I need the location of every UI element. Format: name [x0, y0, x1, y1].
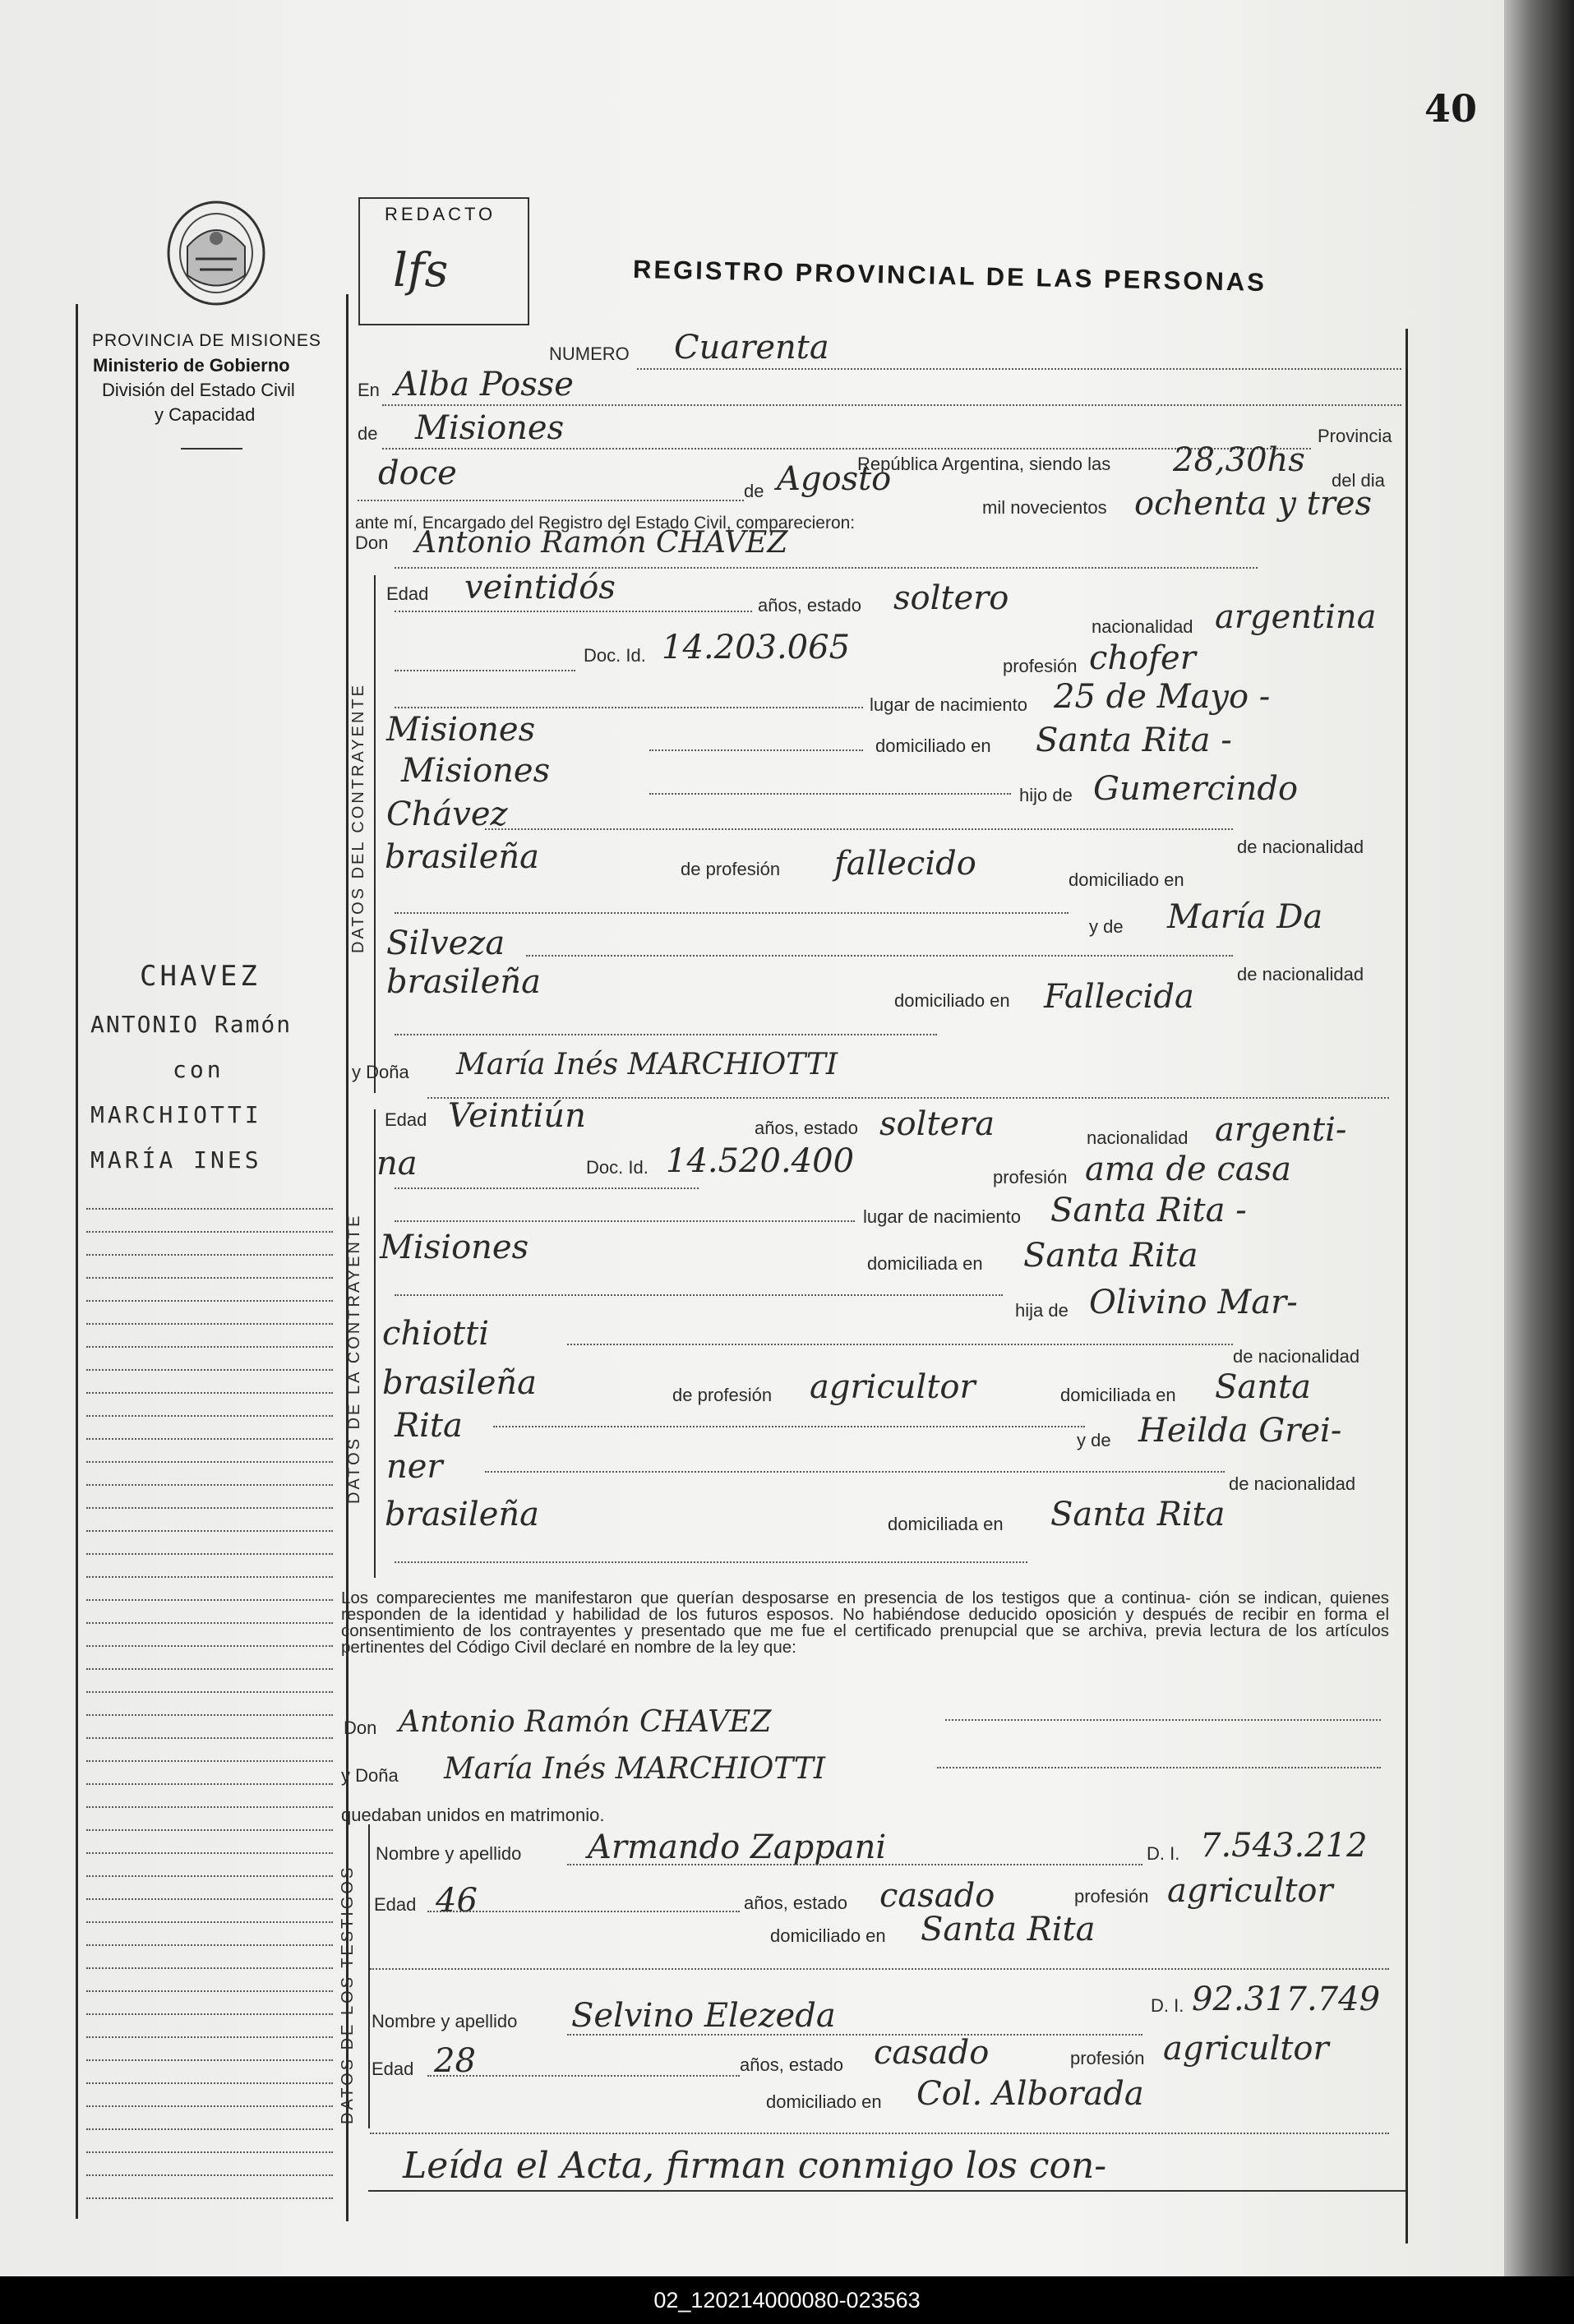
margin-rule-line: [86, 2059, 333, 2061]
f-domicilio-value: Santa Rita: [1023, 1237, 1198, 1275]
margin-rule-line: [86, 1208, 333, 1210]
margin-rule-line: [86, 1806, 333, 1808]
f-padre-dom-label: domiciliada en: [1060, 1385, 1176, 1405]
dona-label: y Doña: [352, 1062, 409, 1082]
margin-rule-line: [86, 1300, 333, 1302]
contrayente-f-section-label: DATOS DE LA CONTRAYENTE: [345, 1213, 363, 1504]
contrayente-f-name: María Inés MARCHIOTTI: [456, 1048, 838, 1081]
margin-rule-line: [86, 1852, 333, 1854]
t2-profesion-value: agricultor: [1163, 2030, 1329, 2068]
f-hija-label: hija de: [1015, 1300, 1069, 1321]
provincial-seal-icon: [163, 197, 270, 312]
capacity-name: y Capacidad: [155, 404, 256, 425]
f-padre-dom2-value: Rita: [395, 1407, 463, 1445]
domicilio-value: Santa Rita -: [1036, 722, 1232, 759]
de-value: Misiones: [415, 409, 565, 447]
f-padre2-value: chiotti: [382, 1315, 489, 1353]
closing-text: Leída el Acta, firman conmigo los con-: [403, 2145, 1107, 2187]
dia-value: doce: [378, 454, 457, 492]
anios-estado-label: años, estado: [758, 595, 861, 616]
unidos-text: quedaban unidos en matrimonio.: [341, 1805, 605, 1825]
padre-prof-value: fallecido: [834, 845, 976, 883]
contrayente-name: Antonio Ramón CHAVEZ: [415, 526, 788, 560]
decl-don-label: Don: [344, 1718, 377, 1738]
testigos-section-label: DATOS DE LOS TESTIGOS: [339, 1865, 357, 2124]
margin-rule-line: [86, 1921, 333, 1923]
margin-rule-line: [86, 1668, 333, 1670]
estado-value: soltero: [893, 579, 1009, 617]
margin-rule-line: [86, 1323, 333, 1325]
doc-value: 14.203.065: [662, 629, 851, 666]
f-lugar2-value: Misiones: [380, 1229, 529, 1266]
ministry-name: Ministerio de Gobierno: [93, 355, 290, 376]
division-name: División del Estado Civil: [102, 380, 295, 400]
t2-nombre-value: Selvino Elezeda: [571, 1997, 836, 2035]
province-name: PROVINCIA DE MISIONES: [92, 331, 321, 350]
t1-edad-label: Edad: [374, 1894, 417, 1915]
domicilio2-value: Misiones: [401, 752, 551, 790]
margin-rule-line: [86, 1553, 333, 1555]
register-title: REGISTRO PROVINCIAL DE LAS PERSONAS: [632, 254, 1267, 297]
don-label: Don: [355, 533, 389, 553]
margin-rule-line: [86, 2197, 333, 2199]
mil-label: mil novecientos: [982, 497, 1107, 518]
margin-rule-line: [86, 1277, 333, 1279]
margin-rule-line: [86, 1231, 333, 1233]
t2-dom-label: domiciliado en: [766, 2091, 882, 2112]
madre-dom-label: domiciliado en: [894, 990, 1010, 1011]
f-de-profesion-label: de profesión: [672, 1385, 773, 1405]
margin-rule-line: [86, 1438, 333, 1440]
padre-nac-value: brasileña: [385, 838, 539, 876]
republica-label: República Argentina, siendo las: [857, 454, 1111, 474]
t1-profesion-value: agricultor: [1167, 1872, 1333, 1910]
margin-rule-line: [86, 2174, 333, 2176]
f-nacionalidad-label: nacionalidad: [1087, 1127, 1189, 1148]
de-label: de: [358, 423, 378, 444]
f-doc-label: Doc. Id.: [586, 1157, 649, 1178]
redacto-label: REDACTO: [385, 204, 496, 224]
margin-rule-line: [86, 2082, 333, 2084]
margin-rule-line: [86, 1783, 333, 1785]
madre2-value: Silveza: [386, 925, 505, 962]
madre-value: María Da: [1167, 898, 1323, 936]
margin-rule-line: [86, 1530, 333, 1532]
hora-value: 28,30hs: [1173, 441, 1305, 479]
padre-dom-label: domiciliado en: [1069, 869, 1184, 890]
f-anios-estado-label: años, estado: [755, 1118, 858, 1138]
f-madre-dom-label: domiciliada en: [888, 1514, 1004, 1534]
f-madre-nac-value: brasileña: [385, 1496, 539, 1533]
margin-rule-line: [86, 1254, 333, 1256]
f-edad-value: Veintiún: [448, 1097, 586, 1135]
f-nacionalidad-value: argenti-: [1215, 1111, 1347, 1149]
de-nacionalidad-label: de nacionalidad: [1237, 837, 1364, 857]
lugar-value: 25 de Mayo -: [1054, 678, 1271, 716]
numero-label: NUMERO: [549, 344, 630, 364]
f-de-nacionalidad-label: de nacionalidad: [1233, 1346, 1360, 1367]
f-y-de-label: y de: [1077, 1430, 1111, 1450]
margin-rule-line: [86, 1507, 333, 1509]
t2-estado-value: casado: [874, 2034, 990, 2072]
f-nacionalidad2-value: na: [376, 1145, 418, 1183]
profesion-label: profesión: [1003, 656, 1078, 676]
anio-value: ochenta y tres: [1134, 485, 1373, 523]
t2-estado-label: años, estado: [740, 2054, 843, 2075]
f-madre-de-nacionalidad-label: de nacionalidad: [1229, 1473, 1356, 1494]
margin-rule-line: [86, 1944, 333, 1946]
decl-dona-label: y Doña: [341, 1765, 399, 1786]
margin-rule-line: [86, 2151, 333, 2153]
nacionalidad-value: argentina: [1215, 598, 1377, 636]
padre-value: Gumercindo: [1093, 770, 1299, 808]
f-padre-nac-value: brasileña: [382, 1364, 537, 1402]
margin-rule-line: [86, 1392, 333, 1394]
margin-note-given: ANTONIO Ramón: [90, 1011, 293, 1038]
f-padre-dom-value: Santa: [1215, 1368, 1311, 1406]
t1-edad-value: 46: [436, 1882, 478, 1920]
margin-rule-line: [86, 1599, 333, 1601]
declaration-paragraph: Los comparecientes me manifestaron que querían desposarse en presencia de los testigos que a continua- ción se indican, quienes responden de la identidad y habilidad de los futuros esposos. No habiéndose deducido oposición y después de recibir en forma el consentimiento de los contrayentes y presentado que me fue el certificado prenupcial que se archiva, previa lectura de los artículos pertinentes del Código Civil declaré en nombre de la ley que:: [341, 1589, 1389, 1657]
t1-estado-value: casado: [879, 1877, 995, 1915]
margin-rule-line: [86, 1415, 333, 1417]
f-madre-dom-value: Santa Rita: [1050, 1496, 1226, 1533]
t2-edad-label: Edad: [372, 2059, 414, 2079]
margin-rule-line: [86, 1369, 333, 1371]
doc-label: Doc. Id.: [584, 645, 646, 666]
margin-rule-line: [86, 1461, 333, 1463]
contrayente-section-label: DATOS DEL CONTRAYENTE: [349, 683, 367, 953]
margin-rule-line: [86, 1760, 333, 1762]
margin-rule-line: [86, 1484, 333, 1486]
margin-rule-line: [86, 2013, 333, 2015]
t1-profesion-label: profesión: [1074, 1886, 1149, 1907]
del-dia-label: del dia: [1332, 470, 1385, 491]
decl-dona-value: María Inés MARCHIOTTI: [444, 1752, 826, 1786]
en-label: En: [358, 380, 380, 400]
t1-nombre-value: Armando Zappani: [588, 1828, 887, 1866]
margin-rule-line: [86, 1990, 333, 1992]
de2-label: de: [744, 481, 764, 501]
margin-rule-line: [86, 1967, 333, 1969]
t1-estado-label: años, estado: [744, 1893, 847, 1913]
ante-label: ante mí, Encargado del Registro del Estado Civil, comparecieron:: [355, 514, 856, 533]
t2-dom-value: Col. Alborada: [916, 2075, 1144, 2113]
t1-di-value: 7.543.212: [1200, 1827, 1368, 1865]
margin-rule-line: [86, 1576, 333, 1578]
t1-di-label: D. I.: [1147, 1843, 1180, 1864]
madre-nac-value: brasileña: [386, 963, 541, 1001]
margin-rule-line: [86, 2036, 333, 2038]
f-padre-value: Olivino Mar-: [1089, 1284, 1298, 1321]
margin-rule-line: [86, 1714, 333, 1716]
f-lugar-value: Santa Rita -: [1050, 1192, 1247, 1229]
y-de-label: y de: [1089, 916, 1124, 937]
f-madre-value: Heilda Grei-: [1138, 1412, 1342, 1450]
f-domiciliada-label: domiciliada en: [867, 1253, 983, 1274]
provincia-label: Provincia: [1318, 426, 1392, 446]
lugar2-value: Misiones: [386, 711, 536, 749]
redacto-box: [358, 197, 529, 325]
numero-value: Cuarenta: [674, 329, 829, 367]
margin-note-given2: MARÍA INES: [90, 1146, 262, 1174]
madre-dom-value: Fallecida: [1044, 978, 1194, 1016]
f-edad-label: Edad: [385, 1109, 427, 1130]
f-doc-value: 14.520.400: [666, 1142, 855, 1180]
t2-profesion-label: profesión: [1070, 2048, 1145, 2068]
padre2-value: Chávez: [386, 795, 508, 833]
hijo-label: hijo de: [1019, 785, 1073, 805]
f-padre-prof-value: agricultor: [810, 1368, 976, 1406]
t1-dom-value: Santa Rita: [921, 1911, 1096, 1948]
de-profesion-label: de profesión: [681, 859, 781, 879]
t1-dom-label: domiciliado en: [770, 1925, 886, 1946]
en-value: Alba Posse: [395, 366, 574, 403]
margin-rule-line: [86, 2105, 333, 2107]
edad-value: veintidós: [464, 569, 616, 606]
profesion-value: chofer: [1089, 639, 1196, 677]
t2-nombre-label: Nombre y apellido: [372, 2011, 518, 2031]
mes-value: Agosto: [777, 460, 892, 498]
margin-note-surname2: MARCHIOTTI: [90, 1101, 262, 1128]
f-lugar-label: lugar de nacimiento: [863, 1206, 1022, 1227]
margin-rule-line: [86, 1875, 333, 1877]
margin-rule-line: [86, 1645, 333, 1647]
t2-di-value: 92.317.749: [1192, 1980, 1381, 2018]
margin-rule-line: [86, 2128, 333, 2130]
margin-rule-line: [86, 1691, 333, 1693]
margin-note-con: con: [173, 1056, 224, 1083]
redacto-initials: lfs: [393, 244, 449, 297]
margin-rule-line: [86, 1622, 333, 1624]
image-id-footer: 02_120214000080-023563: [0, 2276, 1574, 2324]
f-madre2-value: ner: [386, 1448, 443, 1486]
margin-note-surname: CHAVEZ: [140, 960, 261, 993]
t2-di-label: D. I.: [1151, 1995, 1184, 2016]
margin-rule-line: [86, 1829, 333, 1831]
edad-label: Edad: [386, 583, 429, 604]
margin-rule-line: [86, 1346, 333, 1348]
book-spine: [1504, 0, 1574, 2276]
margin-rule-line: [86, 1737, 333, 1739]
nacionalidad-label: nacionalidad: [1092, 616, 1193, 637]
page-number: 40: [1424, 86, 1478, 131]
lugar-label: lugar de nacimiento: [870, 694, 1028, 715]
margin-rule-line: [86, 1898, 333, 1900]
f-profesion-value: ama de casa: [1085, 1150, 1291, 1188]
t1-nombre-label: Nombre y apellido: [376, 1843, 522, 1864]
f-profesion-label: profesión: [993, 1167, 1068, 1187]
madre-de-nacionalidad-label: de nacionalidad: [1237, 964, 1364, 984]
t2-edad-value: 28: [434, 2042, 476, 2080]
domiciliado-label: domiciliado en: [875, 735, 991, 756]
f-estado-value: soltera: [879, 1105, 995, 1143]
decl-don-value: Antonio Ramón CHAVEZ: [399, 1705, 772, 1739]
